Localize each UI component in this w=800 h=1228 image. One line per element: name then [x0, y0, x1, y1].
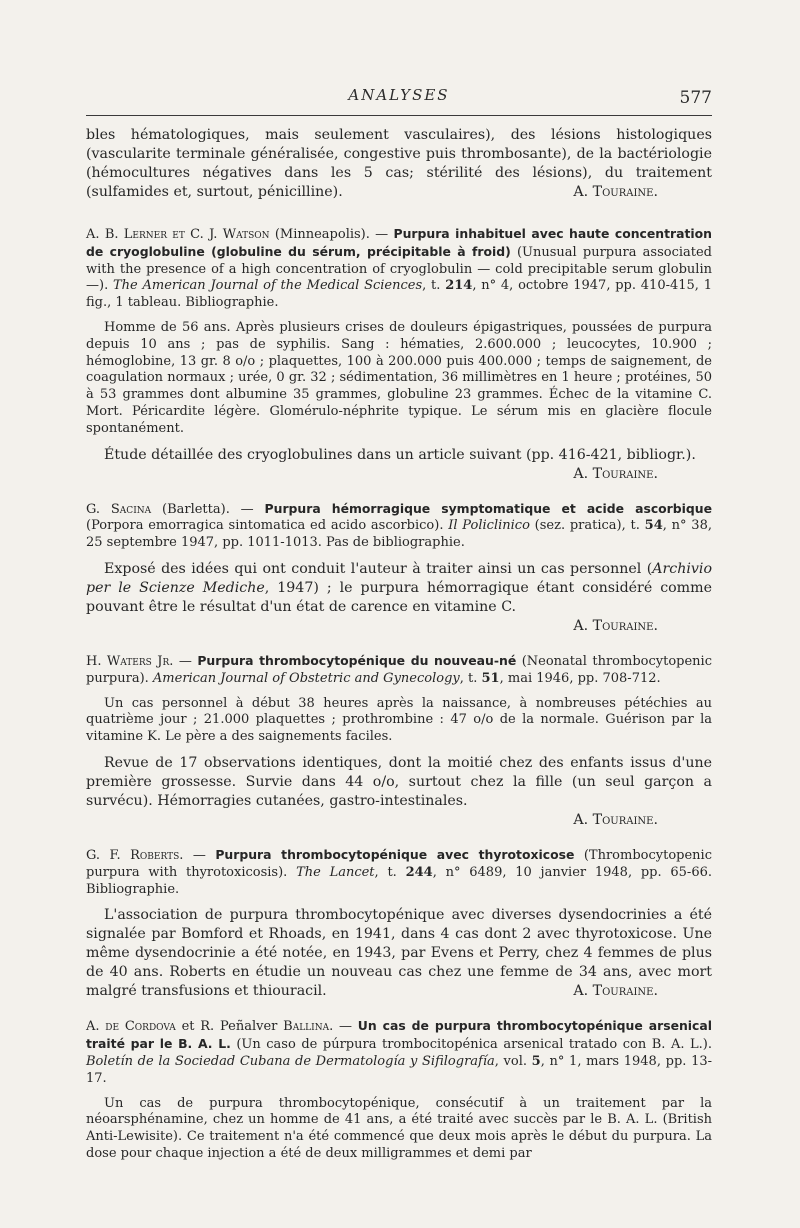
- entry-citation-post: , n° 6489, 10 janvier 1948, pp. 65-66. Bibliographie.: [86, 864, 712, 897]
- entry-title: Purpura thrombocytopénique du nouveau-né: [197, 652, 517, 668]
- page-content: [86, 126, 712, 1163]
- entry-journal: The Lancet: [296, 864, 375, 880]
- entry-comment-b: , 1947) ; le purpura hémorragique étant considéré comme pouvant être le résultat d'un état de carence en vitamine C.: [86, 579, 712, 615]
- abstract-entry: [86, 226, 712, 484]
- entry-summary: Un cas de purpura thrombocytopénique, consécutif à un traitement par la néoarsphénamine, chez un homme de 41 ans, a été traité avec succès par le B. A. L. (British Anti-Lewisite). Ce traitement n'a été commencé que deux mois après le début du purpura. La dose pour chaque injection a été de deux milligrammes et demi par: [86, 1095, 712, 1161]
- entry-signature: A. Touraine.: [573, 465, 658, 482]
- entry-volume: 54: [644, 518, 663, 534]
- entry-citation: [86, 1018, 712, 1087]
- entry-translation: (Porpora emorragica sintomatica ed acido ascorbico).: [86, 518, 449, 534]
- entry-authors: A. de Cordova: [86, 1019, 176, 1035]
- continuation-paragraph: bles hématologiques, mais seulement vasculaires), des lésions histologiques (vascularite terminale généralisée, congestive puis thrombosante), de la bactériologie (hémocultures négatives dans les 5 cas; stérilité des lésions), du traitement (sulfamides et, surtout, pénicilline).: [86, 127, 712, 200]
- entry-authors-b: Ballina: [283, 1019, 330, 1035]
- continuation-signature: A. Touraine.: [573, 184, 658, 200]
- entry-citation: [86, 501, 712, 552]
- abstract-entry: [86, 501, 712, 636]
- entry-authors: G. Sacina: [86, 501, 152, 517]
- entry-comment-italic: Archivio per le Scienze Mediche: [86, 560, 712, 596]
- entry-authors: H. Waters Jr.: [86, 653, 174, 669]
- abstract-entry: [86, 1018, 712, 1162]
- entry-citation-pre: , t.: [621, 518, 645, 534]
- entry-translation: (Neonatal thrombocytopenic purpura).: [86, 653, 712, 686]
- entry-authors: A. B. Lerner et C. J. Watson: [86, 227, 270, 242]
- entry-citation-post: , n° 38, 25 septembre 1947, pp. 1011-1013. Pas de bibliographie.: [86, 518, 712, 551]
- entry-citation-post: , n° 1, mars 1948, pp. 13-17.: [86, 1053, 712, 1086]
- page-number: 577: [679, 88, 712, 108]
- entry-citation-post: , mai 1946, pp. 708-712.: [499, 670, 661, 686]
- entry-place: (Minneapolis). —: [269, 227, 394, 242]
- entry-title: Purpura inhabituel avec haute concentration de cryoglobuline (globuline du sérum, précipitable à froid): [86, 226, 713, 259]
- entry-signature: A. Touraine.: [573, 811, 658, 828]
- entry-citation-pre: , t.: [459, 670, 482, 686]
- entry-citation-pre: , t.: [422, 278, 446, 294]
- entry-volume: 51: [481, 670, 500, 686]
- entry-journal: The American Journal of the Medical Sciences: [112, 278, 423, 294]
- entry-citation: [86, 653, 712, 688]
- entry-citation-post: , n° 4, octobre 1947, pp. 410-415, 1 fig., 1 tableau. Bibliographie.: [86, 278, 712, 311]
- entry-journal-note: (sez. pratica): [529, 518, 622, 534]
- running-head: ANALYSES: [348, 86, 450, 104]
- entry-summary: Un cas personnel à début 38 heures après la naissance, à nombreuses pétéchies au quatrième jour ; 21.000 plaquettes ; prothrombine : 47 o/o de la normale. Guérison par la vitamine K. Le père a des saignements faciles.: [86, 695, 712, 745]
- entry-authors-mid: et R. Peñalver: [175, 1019, 284, 1035]
- entry-volume: 214: [445, 278, 473, 294]
- abstract-entry: [86, 653, 712, 830]
- entry-citation: [86, 226, 712, 312]
- entry-summary: Homme de 56 ans. Après plusieurs crises de douleurs épigastriques, poussées de purpura depuis 10 ans ; pas de syphilis. Sang : hématies, 2.600.000 ; leucocytes, 10.900 ; hémoglobine, 13 gr. 8 o/o ; plaquettes, 100 à 200.000 puis 400.000 ; temps de saignement, de coagulation normaux ; urée, 0 gr. 32 ; sédimentation, 36 millimètres en 1 heure ; protéines, 50 à 53 grammes dont albumine 35 grammes, globuline 23 grammes. Échec de la vitamine C. Mort. Péricardite légère. Glomérulo-néphrite typique. Le sérum mis en glacière flocule spontanément.: [86, 319, 712, 436]
- entry-comment: L'association de purpura thrombocytopénique avec diverses dysendocrinies a été signalée par Bomford et Rhoads, en 1941, dans 4 cas dont 2 avec thyrotoxicose. Une même dysendocrinie a été notée, en 1943, par Evens et Perry, chez 4 femmes de plus de 40 ans. Roberts en étudie un nouveau cas chez une femme de 34 ans, avec mort malgré transfusions et thiouracil.: [86, 907, 712, 1000]
- entry-journal: American Journal of Obstetric and Gynecology: [152, 670, 460, 686]
- entry-translation: (Thrombocytopenic purpura with thyrotoxicosis).: [86, 847, 712, 880]
- entry-translation: (Un caso de púrpura trombocitopénica arsenical tratado con B. A. L.).: [230, 1037, 712, 1053]
- abstract-entry: [86, 847, 712, 1001]
- entry-place: . —: [329, 1019, 358, 1035]
- entry-volume: 244: [405, 864, 433, 880]
- entry-citation-pre: , vol.: [494, 1053, 532, 1069]
- entry-authors: G. F. Roberts: [86, 847, 180, 863]
- entry-citation: [86, 847, 712, 898]
- entry-citation-pre: , t.: [374, 864, 406, 880]
- entry-signature: A. Touraine.: [573, 983, 658, 1000]
- entry-title: Un cas de purpura thrombocytopénique arsenical traité par le B. A. L.: [86, 1018, 713, 1052]
- entry-journal: Il Policlinico: [448, 518, 530, 534]
- entry-title: Purpura thrombocytopénique avec thyrotoxicose: [215, 846, 575, 862]
- entry-place: (Barletta). —: [151, 501, 265, 517]
- header-rule: [86, 115, 712, 116]
- entry-volume: 5: [531, 1053, 541, 1069]
- entry-translation: (Unusual purpura associated with the presence of a high concentration of cryoglobulin — cold precipitable serum globulin —).: [86, 244, 712, 294]
- entry-title: Purpura hémorragique symptomatique et acide ascorbique: [264, 500, 712, 516]
- entry-comment: Étude détaillée des cryoglobulines dans un article suivant (pp. 416-421, bibliogr.).: [104, 446, 696, 463]
- entry-place: —: [173, 653, 198, 669]
- entry-place: . —: [179, 847, 216, 863]
- entry-comment: [86, 560, 712, 617]
- entry-comment-a: Exposé des idées qui ont conduit l'auteur à traiter ainsi un cas personnel (: [104, 560, 653, 577]
- entry-journal: Boletín de la Sociedad Cubana de Dermatología y Sifilografía: [86, 1053, 495, 1069]
- page-header: [86, 80, 712, 120]
- entry-comment: Revue de 17 observations identiques, dont la moitié chez des enfants issus d'une première grossesse. Survie dans 44 o/o, surtout chez la fille (un seul garçon a survécu). Hémorragies cutanées, gastro-intestinales.: [86, 754, 712, 809]
- entry-signature: A. Touraine.: [573, 617, 658, 634]
